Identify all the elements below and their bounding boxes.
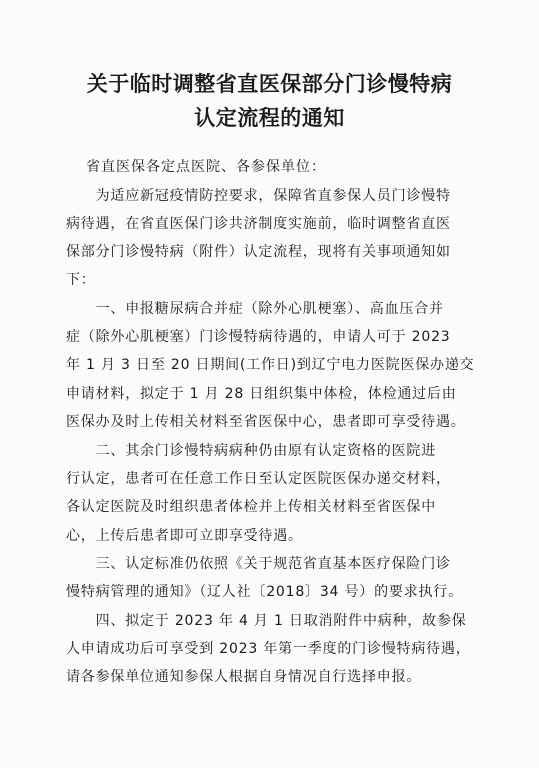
body-line: 心，上传后患者即可立即享受待遇。 <box>66 528 303 544</box>
body-line: 一、申报糖尿病合并症（除外心肌梗塞）、高血压合并 <box>66 301 444 317</box>
body-line: 二、其余门诊慢特病病种仍由原有认定资格的医院进 <box>66 443 436 459</box>
body-line: 申请材料，拟定于 1 月 28 日组织集中体检，体检通过后由 <box>66 386 457 402</box>
document-title-line-1: 关于临时调整省直医保部分门诊慢特病 <box>86 71 453 96</box>
body-line: 年 1 月 3 日至 20 日期间(工作日)到辽宁电力医院医保办递交 <box>66 357 475 373</box>
body-line: 请各参保单位通知参保人根据自身情况自行选择申报。 <box>66 669 422 685</box>
body-line: 医保办及时上传相关材料至省医保中心，患者即可享受待遇。 <box>66 414 466 430</box>
document-title-line-2: 认定流程的通知 <box>194 105 345 130</box>
salutation: 省直医保各定点医院、各参保单位： <box>86 159 326 175</box>
body-line: 下： <box>66 272 96 288</box>
body-line: 症（除外心肌梗塞）门诊慢特病待遇的，申请人可于 2023 <box>66 329 451 345</box>
body-line: 人申请成功后可享受到 2023 年第一季度的门诊慢特病待遇， <box>66 641 471 657</box>
body-line: 行认定，患者可在任意工作日至认定医院医保办递交材料， <box>66 471 451 487</box>
body-line: 各认定医院及时组织患者体检并上传相关材料至省医保中 <box>66 499 436 515</box>
body-line: 为适应新冠疫情防控要求，保障省直参保人员门诊慢特 <box>66 188 451 204</box>
body-line: 四、拟定于 2023 年 4 月 1 日取消附件中病种，故参保 <box>66 613 467 629</box>
body-line: 慢特病管理的通知》（辽人社〔2018〕34 号）的要求执行。 <box>66 584 463 600</box>
body-line: 病待遇，在省直医保门诊共济制度实施前，临时调整省直医 <box>66 216 451 232</box>
body-line: 三、认定标准仍依照《关于规范省直基本医疗保险门诊 <box>66 556 451 572</box>
body-line: 保部分门诊慢特病（附件）认定流程，现将有关事项通知如 <box>66 244 451 260</box>
